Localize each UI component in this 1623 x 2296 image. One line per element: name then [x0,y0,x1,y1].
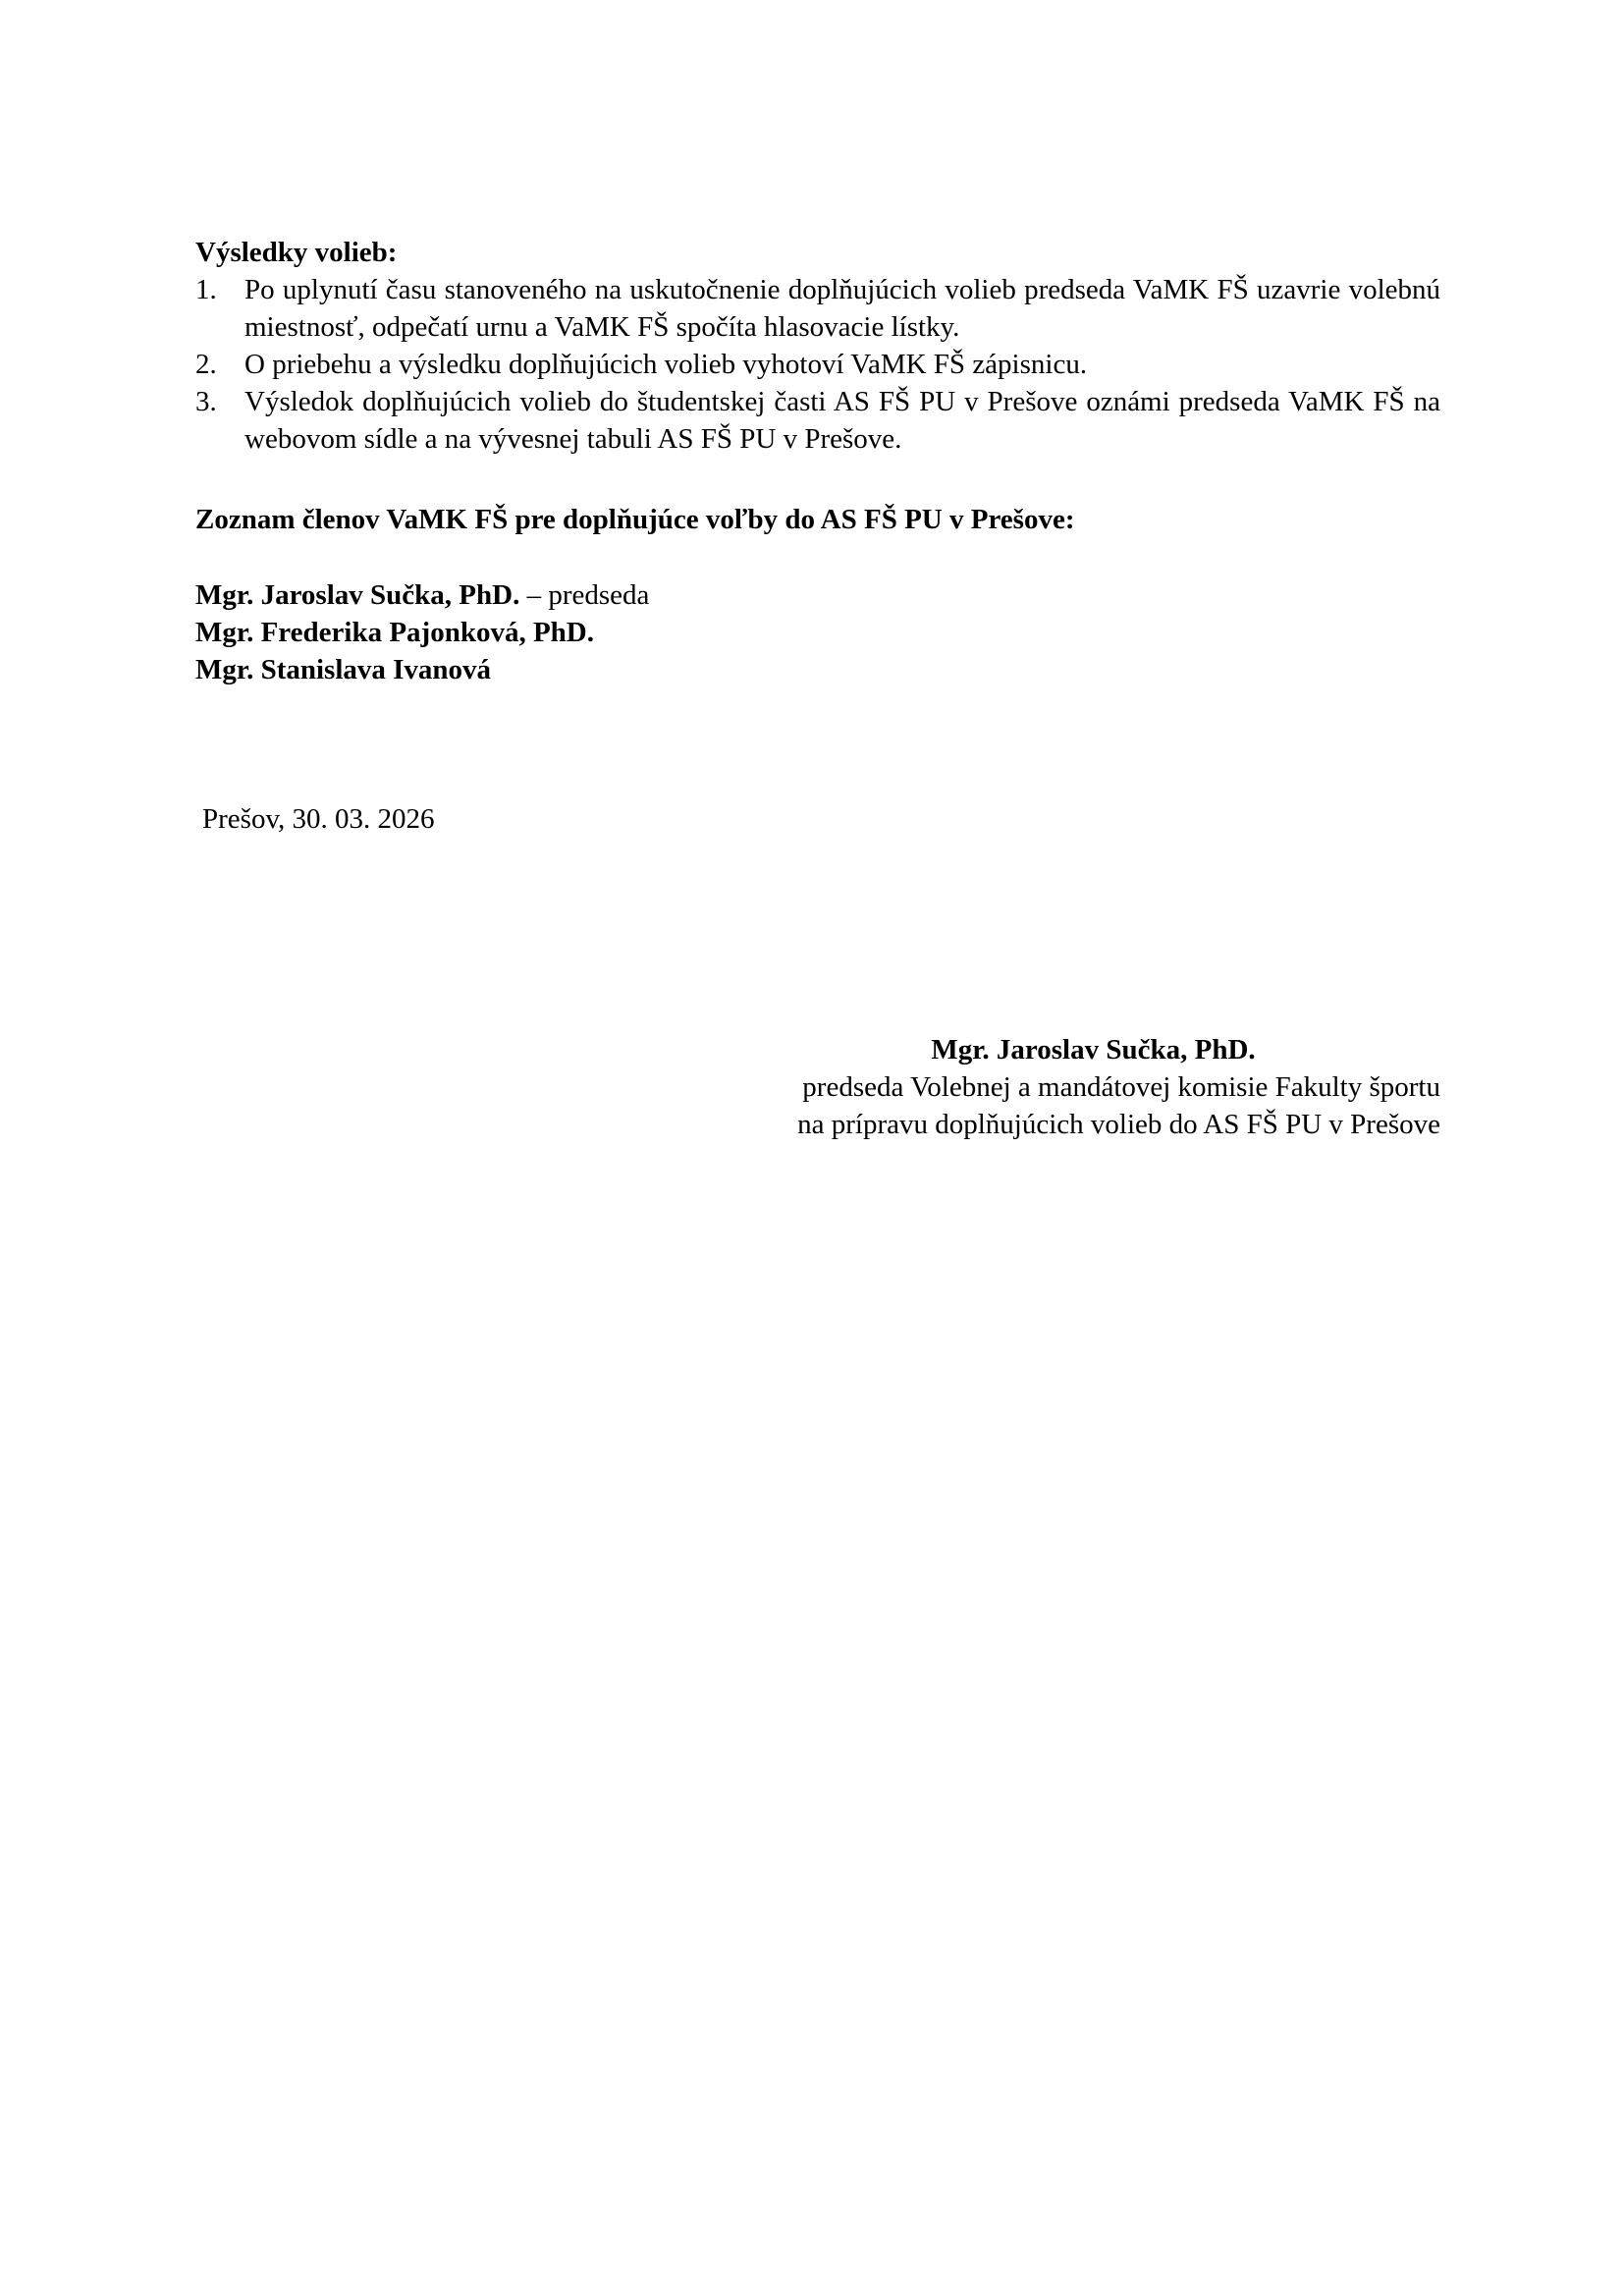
signature-title-line2: na prípravu doplňujúcich volieb do AS FŠ PU v Prešove [797,1109,1440,1140]
list-item [195,383,1440,458]
members-list [195,576,1440,688]
signature-block [589,1031,1440,1143]
results-list [195,271,1440,458]
list-item-number: 3. [195,386,217,417]
list-item-text: Výsledok doplňujúcich volieb do študentskej časti AS FŠ PU v Prešove oznámi predseda VaMK FŠ na webovom sídle a na vývesnej tabuli AS FŠ PU v Prešove. [244,386,1440,455]
list-item-number: 1. [195,274,217,305]
member-name: Mgr. Frederika Pajonková, PhD. [195,617,594,648]
members-heading: Zoznam členov VaMK FŠ pre doplňujúce voľby do AS FŠ PU v Prešove: [195,504,1075,535]
member-item [195,651,1440,688]
place-date: Prešov, 30. 03. 2026 [202,803,435,835]
list-item [195,346,1440,383]
results-heading: Výsledky volieb: [195,237,398,268]
list-item-number: 2. [195,349,217,380]
member-name: Mgr. Stanislava Ivanová [195,654,492,685]
list-item [195,271,1440,346]
signature-name: Mgr. Jaroslav Sučka, PhD. [931,1034,1256,1066]
list-item-text: O priebehu a výsledku doplňujúcich volieb vyhotoví VaMK FŠ zápisnicu. [244,349,1088,380]
member-name: Mgr. Jaroslav Sučka, PhD. [195,579,520,611]
member-item [195,614,1440,651]
member-role: – predseda [519,579,650,611]
member-item [195,576,1440,614]
signature-title-line1: predseda Volebnej a mandátovej komisie Fakulty športu [802,1071,1440,1103]
list-item-text: Po uplynutí času stanoveného na uskutočnenie doplňujúcich volieb predseda VaMK FŠ uzavrie volebnú miestnosť, odpečatí urnu a VaMK FŠ spočíta hlasovacie lístky. [244,274,1440,343]
